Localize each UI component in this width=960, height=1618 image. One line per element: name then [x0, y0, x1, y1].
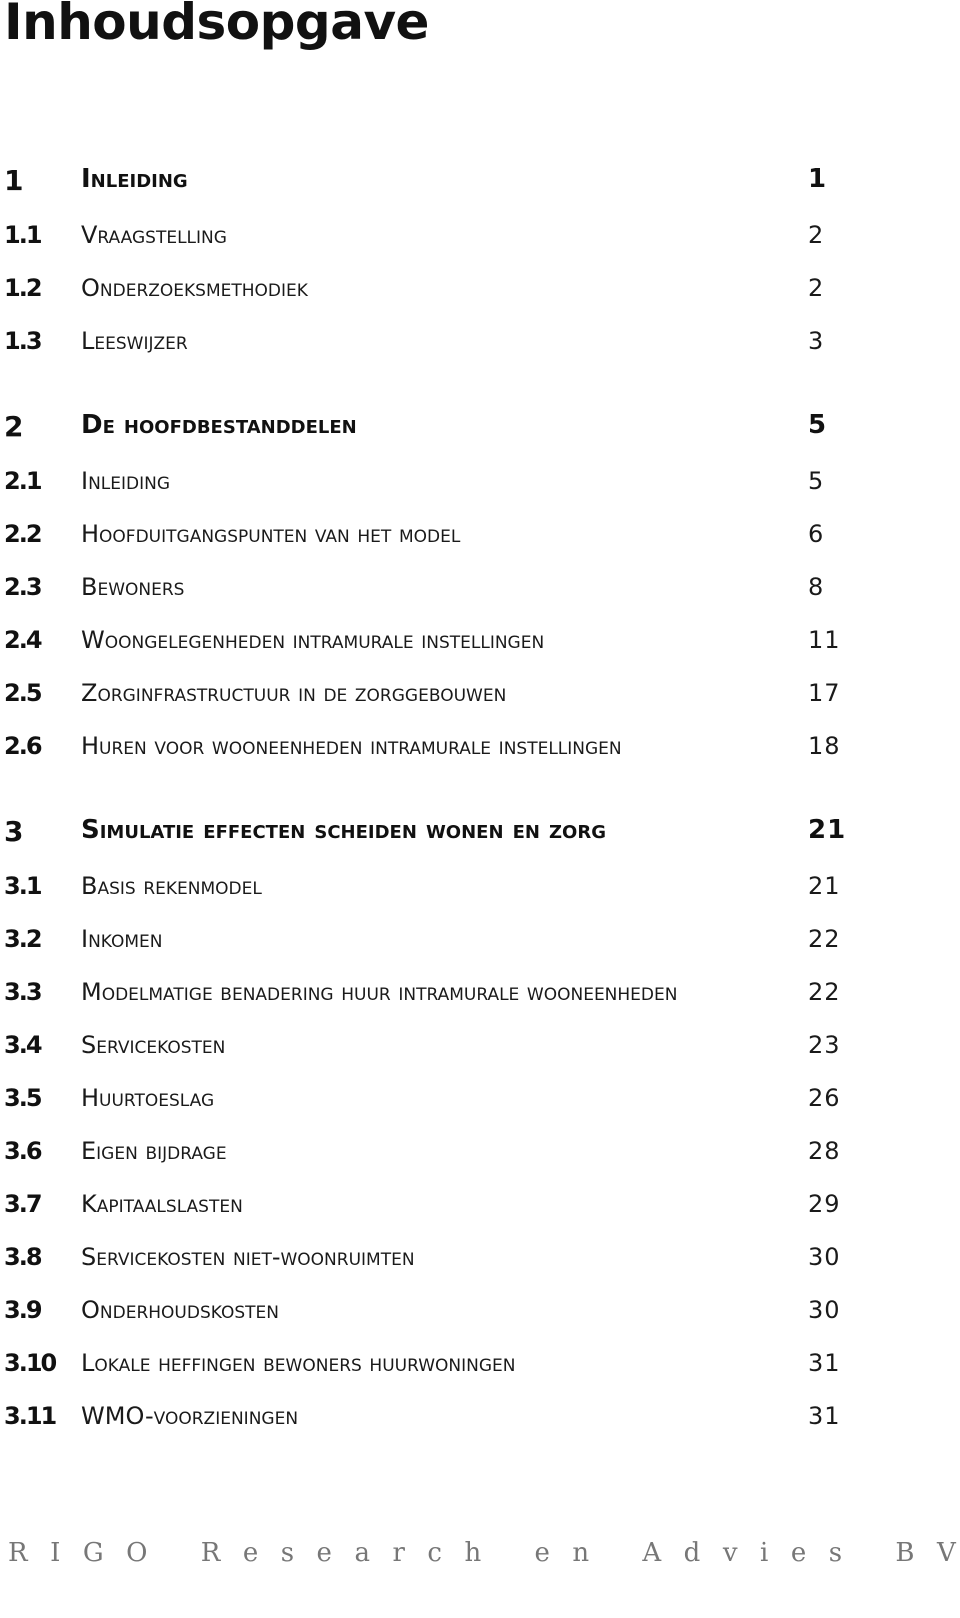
- toc-title: Onderzoeksmethodiek: [81, 274, 308, 302]
- toc-entry[interactable]: [0, 274, 880, 314]
- toc-page-number: 31: [808, 1349, 841, 1377]
- toc-number: 3.6: [4, 1137, 41, 1165]
- toc-entry[interactable]: [0, 732, 880, 772]
- toc-number: 2.5: [4, 679, 41, 707]
- toc-number: 3.2: [4, 925, 41, 953]
- toc-number: 3.11: [4, 1402, 56, 1430]
- footer-letter: B: [895, 1538, 915, 1568]
- footer-letter: [170, 1538, 178, 1568]
- toc-title: Hoofduitgangspunten van het model: [81, 520, 461, 548]
- toc-number: 3.10: [4, 1349, 56, 1377]
- toc-title: Modelmatige benadering huur intramurale wooneenheden: [81, 978, 678, 1006]
- toc-number: 1.3: [4, 327, 41, 355]
- page-title: Inhoudsopgave: [4, 0, 429, 51]
- toc-page-number: 8: [808, 573, 825, 601]
- toc-entry[interactable]: [0, 1296, 880, 1336]
- footer-letter: h: [464, 1538, 482, 1568]
- toc-entry[interactable]: [0, 1031, 880, 1071]
- toc-page-number: 23: [808, 1031, 841, 1059]
- footer-letter: [865, 1538, 873, 1568]
- toc-number: 2.3: [4, 573, 41, 601]
- toc-number: 2: [4, 410, 22, 443]
- toc-entry[interactable]: [0, 1084, 880, 1124]
- footer-letter: e: [790, 1538, 807, 1568]
- toc-entry[interactable]: [0, 815, 880, 855]
- toc-entry[interactable]: [0, 679, 880, 719]
- toc-number: 2.1: [4, 467, 41, 495]
- toc-number: 2.6: [4, 732, 41, 760]
- toc-page-number: 22: [808, 925, 841, 953]
- footer-letter: e: [242, 1538, 259, 1568]
- toc-page-number: 22: [808, 978, 841, 1006]
- toc-page-number: 21: [808, 815, 847, 845]
- toc-title: Inleiding: [81, 164, 188, 194]
- footer-letter: G: [82, 1538, 104, 1568]
- toc-title: Basis rekenmodel: [81, 872, 262, 900]
- toc-title: Zorginfrastructuur in de zorggebouwen: [81, 679, 507, 707]
- toc-entry[interactable]: [0, 573, 880, 613]
- toc-entry[interactable]: [0, 1243, 880, 1283]
- toc-number: 1.1: [4, 221, 41, 249]
- toc-title: Servicekosten: [81, 1031, 226, 1059]
- toc-entry[interactable]: [0, 925, 880, 965]
- toc-page-number: 31: [808, 1402, 841, 1430]
- toc-entry[interactable]: [0, 1402, 880, 1442]
- toc-page-number: 2: [808, 274, 825, 302]
- toc-title: Simulatie effecten scheiden wonen en zorg: [81, 815, 606, 845]
- toc-entry[interactable]: [0, 1137, 880, 1177]
- toc-number: 3.9: [4, 1296, 41, 1324]
- toc-title: Vraagstelling: [81, 221, 227, 249]
- toc-number: 1: [4, 164, 22, 197]
- footer-letter: [504, 1538, 512, 1568]
- footer-letter: s: [280, 1538, 295, 1568]
- footer-letter: R: [200, 1538, 221, 1568]
- footer-letter: v: [722, 1538, 738, 1568]
- footer-letter: a: [354, 1538, 370, 1568]
- toc-page-number: 5: [808, 467, 825, 495]
- toc-entry[interactable]: [0, 520, 880, 560]
- toc-title: Huren voor wooneenheden intramurale instellingen: [81, 732, 622, 760]
- footer-letter: c: [427, 1538, 442, 1568]
- toc-number: 3.5: [4, 1084, 41, 1112]
- footer-letter: I: [50, 1538, 61, 1568]
- toc-number: 2.2: [4, 520, 41, 548]
- toc-title: Leeswijzer: [81, 327, 188, 355]
- toc-title: Kapitaalslasten: [81, 1190, 243, 1218]
- toc-title: De hoofdbestanddelen: [81, 410, 357, 440]
- toc-entry[interactable]: [0, 872, 880, 912]
- toc-title: Woongelegenheden intramurale instellingen: [81, 626, 545, 654]
- footer-letter: e: [534, 1538, 550, 1568]
- toc-title: WMO-voorzieningen: [81, 1402, 299, 1430]
- toc-title: Bewoners: [81, 573, 185, 601]
- toc-entry[interactable]: [0, 164, 880, 204]
- toc-entry[interactable]: [0, 1349, 880, 1389]
- toc-entry[interactable]: [0, 410, 880, 450]
- footer-letter: R: [8, 1538, 28, 1568]
- toc-title: Servicekosten niet-woonruimten: [81, 1243, 415, 1271]
- page-footer: [8, 1538, 956, 1568]
- toc-number: 3.8: [4, 1243, 41, 1271]
- toc-page-number: 3: [808, 327, 825, 355]
- footer-letter: [612, 1538, 620, 1568]
- toc-page-number: 17: [808, 679, 841, 707]
- toc-page-number: 5: [808, 410, 828, 440]
- toc-entry[interactable]: [0, 327, 880, 367]
- toc-page-number: 6: [808, 520, 825, 548]
- toc-entry[interactable]: [0, 467, 880, 507]
- toc-page-number: 28: [808, 1137, 841, 1165]
- toc-entry[interactable]: [0, 221, 880, 261]
- footer-letter: O: [126, 1538, 148, 1568]
- toc-title: Huurtoeslag: [81, 1084, 215, 1112]
- toc-page-number: 18: [808, 732, 841, 760]
- toc-page-number: 1: [808, 164, 828, 194]
- toc-page-number: 30: [808, 1296, 841, 1324]
- footer-letter: A: [642, 1538, 662, 1568]
- toc-number: 2.4: [4, 626, 41, 654]
- toc-number: 3: [4, 815, 22, 848]
- toc-title: Onderhoudskosten: [81, 1296, 279, 1324]
- toc-page-number: 29: [808, 1190, 841, 1218]
- toc-page-number: 11: [808, 626, 841, 654]
- toc-number: 1.2: [4, 274, 41, 302]
- toc-title: Inleiding: [81, 467, 171, 495]
- footer-letter: r: [392, 1538, 405, 1568]
- footer-letter: s: [828, 1538, 843, 1568]
- toc-page-number: 30: [808, 1243, 841, 1271]
- toc-page-number: 26: [808, 1084, 841, 1112]
- toc-page-number: 2: [808, 221, 825, 249]
- footer-letter: d: [683, 1538, 701, 1568]
- toc-number: 3.4: [4, 1031, 41, 1059]
- toc-entry[interactable]: [0, 1190, 880, 1230]
- footer-letter: V: [936, 1538, 956, 1568]
- footer-letter: i: [760, 1538, 769, 1568]
- toc-number: 3.1: [4, 872, 41, 900]
- toc-number: 3.7: [4, 1190, 41, 1218]
- toc-entry[interactable]: [0, 978, 880, 1018]
- toc-number: 3.3: [4, 978, 41, 1006]
- toc-entry[interactable]: [0, 626, 880, 666]
- toc-page-number: 21: [808, 872, 841, 900]
- toc-title: Eigen bijdrage: [81, 1137, 227, 1165]
- toc-title: Lokale heffingen bewoners huurwoningen: [81, 1349, 516, 1377]
- footer-letter: e: [316, 1538, 332, 1568]
- footer-letter: n: [572, 1538, 590, 1568]
- toc-title: Inkomen: [81, 925, 163, 953]
